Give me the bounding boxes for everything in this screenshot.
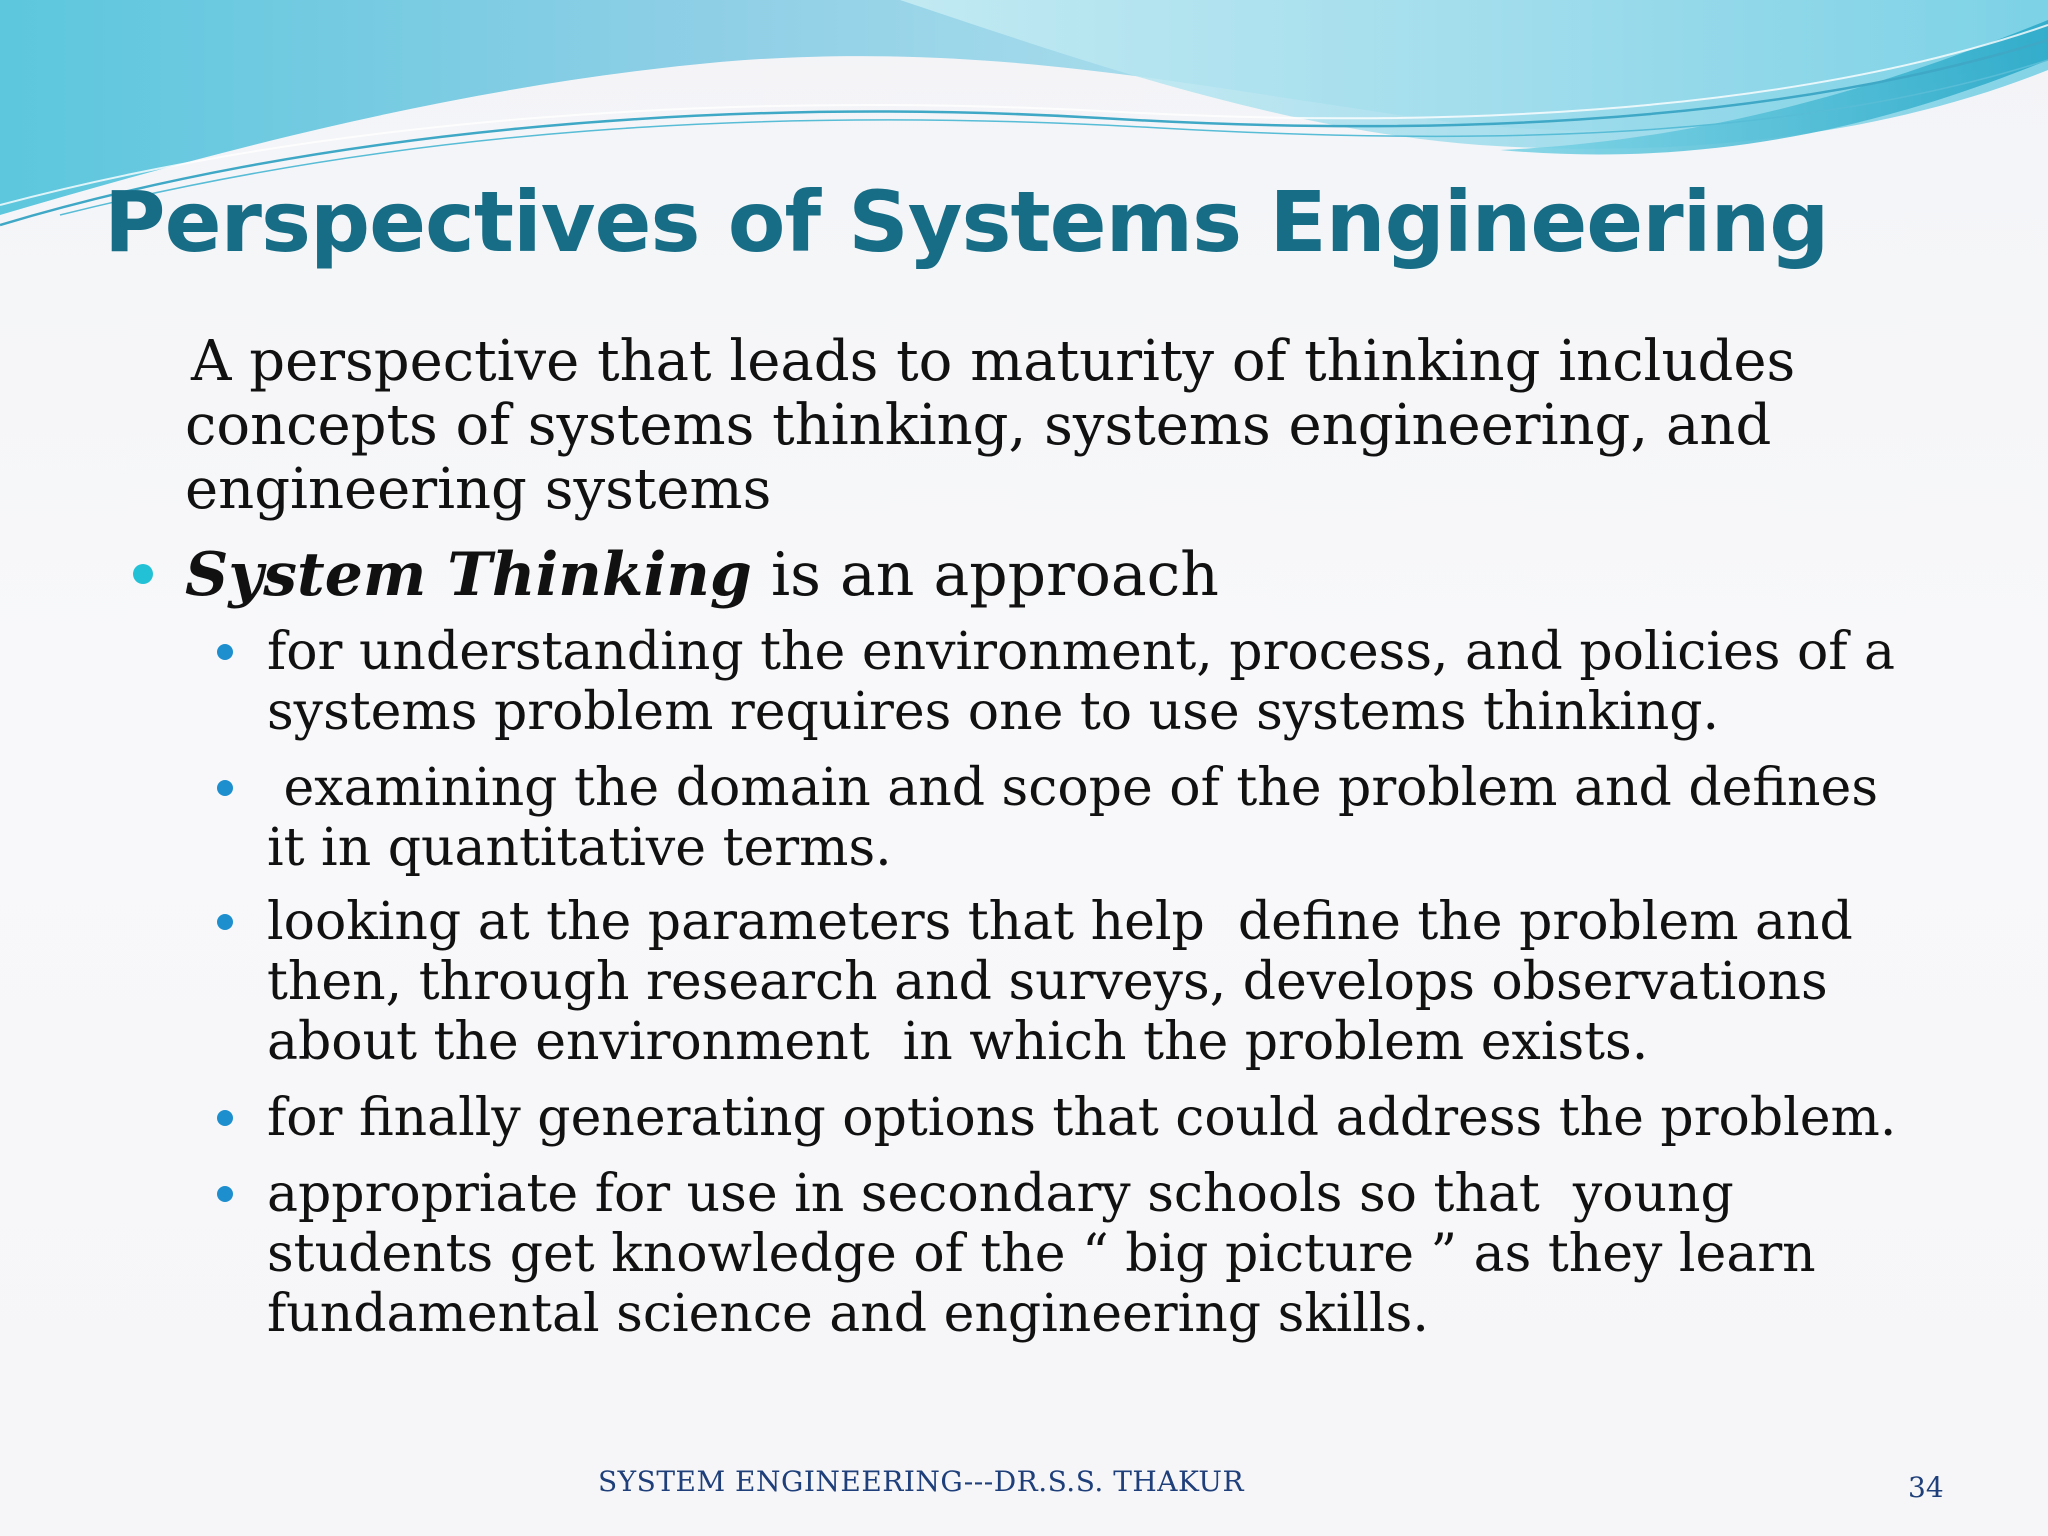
sub-bullet-dot-icon [217, 780, 233, 796]
sub-bullet-item [267, 758, 1878, 878]
sub-bullet-dot-icon [217, 644, 233, 660]
slide-title: Perspectives of Systems Engineering [104, 173, 1829, 271]
sub-bullet-line: then, through research and surveys, develops observations [267, 952, 1828, 1012]
intro-paragraph [185, 330, 1795, 522]
sub-bullet-line: looking at the parameters that help define the problem and [267, 892, 1853, 952]
sub-bullet-item [267, 622, 1895, 742]
main-bullet-emphasis: System Thinking [185, 540, 752, 610]
page-number: 34 [1908, 1471, 1944, 1504]
sub-bullet-line: examining the domain and scope of the problem and defines [267, 758, 1879, 818]
sub-bullet-line: systems problem requires one to use systems thinking. [267, 682, 1720, 742]
intro-line: A perspective that leads to maturity of thinking includes [191, 329, 1796, 394]
main-bullet-item [185, 540, 1219, 610]
sub-bullet-line: for finally generating options that could address the problem. [267, 1088, 1897, 1148]
sub-bullet-dot-icon [217, 1186, 233, 1202]
bullet-dot-icon [133, 564, 153, 584]
sub-bullet-line: about the environment in which the problem exists. [267, 1012, 1649, 1072]
sub-bullet-dot-icon [217, 1110, 233, 1126]
sub-bullet-line: fundamental science and engineering skills. [267, 1284, 1429, 1344]
sub-bullet-item [267, 1164, 1816, 1344]
sub-bullet-line: it in quantitative terms. [267, 818, 892, 878]
sub-bullet-dot-icon [217, 914, 233, 930]
sub-bullet-line: for understanding the environment, process, and policies of a [267, 622, 1896, 682]
main-bullet-text: is an approach [751, 540, 1219, 610]
sub-bullet-item [267, 892, 1853, 1072]
sub-bullet-line: appropriate for use in secondary schools so that young [267, 1164, 1734, 1224]
sub-bullet-item [267, 1088, 1896, 1148]
sub-bullet-line: students get knowledge of the “ big picture ” as they learn [267, 1224, 1816, 1284]
slide-footer: SYSTEM ENGINEERING---DR.S.S. THAKUR [598, 1465, 1245, 1498]
intro-line: concepts of systems thinking, systems engineering, and [185, 393, 1772, 458]
intro-line: engineering systems [185, 457, 772, 522]
